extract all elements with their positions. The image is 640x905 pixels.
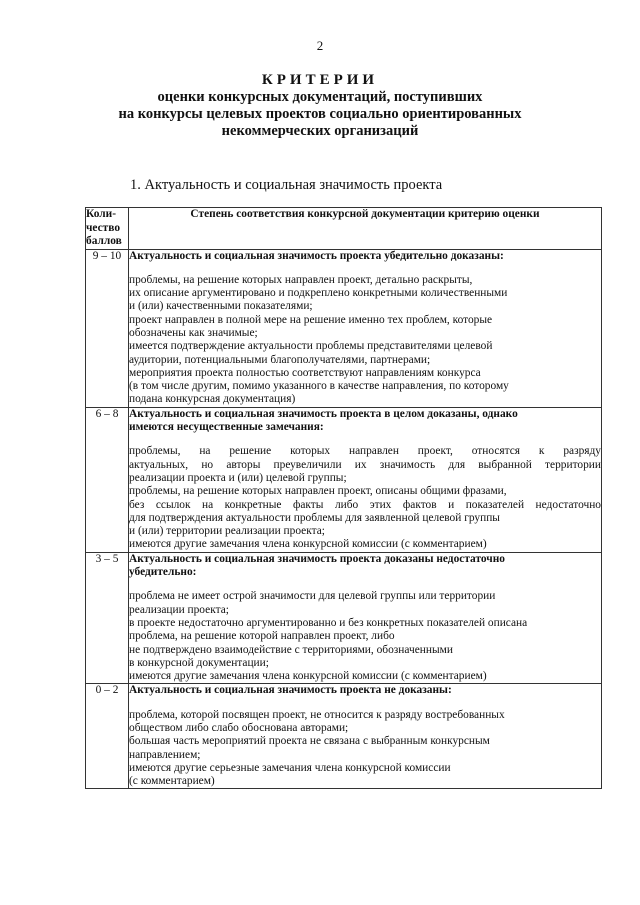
- condition-line: убедительно:: [129, 566, 197, 579]
- criterion-line: проблемы, на решение которых направлен проект, детально раскрыты,: [129, 273, 473, 286]
- header-score-line: баллов: [86, 235, 122, 247]
- condition-line: Актуальность и социальная значимость проекта не доказаны:: [129, 684, 452, 697]
- title-line-1: КРИТЕРИИ: [261, 72, 379, 88]
- criterion-line: проблема, на решение которой направлен проект, либо: [129, 630, 395, 643]
- spacer: [129, 434, 601, 445]
- page-number: 2: [316, 38, 324, 53]
- criterion-line: без ссылок на конкретные факты либо этих фактов и показателей недостаточно: [129, 498, 601, 511]
- header-score-line: Коли-: [86, 208, 116, 220]
- criterion-line: и (или) качественными показателями;: [129, 300, 313, 313]
- criterion-line: имеются другие замечания члена конкурсной комиссии (с комментарием): [129, 538, 487, 551]
- criterion-line: направлением;: [129, 748, 201, 761]
- description-cell: [129, 407, 602, 552]
- criterion-line: для подтверждения актуальности проблемы для заявленной целевой группы: [129, 511, 500, 524]
- criterion-line: большая часть мероприятий проекта не связана с выбранным конкурсным: [129, 735, 490, 748]
- header-description: Степень соответствия конкурсной документации критерию оценки: [129, 208, 602, 250]
- criterion-line: (с комментарием): [129, 775, 215, 788]
- description-cell: [129, 684, 602, 789]
- criterion-line: аудитории, потенциальными благополучателями, партнерами;: [129, 353, 431, 366]
- criterion-line: имеются другие серьезные замечания члена конкурсной комиссии: [129, 761, 451, 774]
- condition-line: Актуальность и социальная значимость проекта в целом доказаны, однако: [129, 407, 518, 420]
- criterion-line: проблемы, на решение которых направлен проект, описаны общими фразами,: [129, 485, 507, 498]
- description-cell: [129, 552, 602, 684]
- document-title: [40, 72, 600, 140]
- score-cell: 0 – 2: [86, 684, 129, 789]
- criterion-line: их описание аргументировано и подкреплено конкретными количественными: [129, 287, 508, 300]
- condition-line: Актуальность и социальная значимость проекта доказаны недостаточно: [129, 552, 505, 565]
- score-cell: 9 – 10: [86, 249, 129, 407]
- criterion-line: реализации проекта и (или) целевой группы;: [129, 471, 347, 484]
- title-line-4: некоммерческих организаций: [221, 123, 419, 139]
- criterion-line: имеется подтверждение актуальности проблемы представителями целевой: [129, 340, 493, 353]
- table-row: [86, 684, 602, 789]
- criterion-line: (в том числе другим, помимо указанного в качестве направления, по которому: [129, 380, 509, 393]
- table-row: [86, 407, 602, 552]
- section-heading: 1. Актуальность и социальная значимость проекта: [130, 177, 443, 193]
- criterion-line: имеются другие замечания члена конкурсной комиссии (с комментарием): [129, 670, 487, 683]
- criterion-line: проблема, которой посвящен проект, не относится к разряду востребованных: [129, 708, 505, 721]
- description-cell: [129, 249, 602, 407]
- criterion-line: подана конкурсная документация): [129, 393, 296, 406]
- criterion-line: и (или) территории реализации проекта;: [129, 525, 325, 538]
- criterion-line: актуальных, но авторы преувеличили их значимость для выбранной территории: [129, 458, 601, 471]
- criterion-line: проблема не имеет острой значимости для целевой группы или территории: [129, 590, 496, 603]
- condition-line: Актуальность и социальная значимость проекта убедительно доказаны:: [129, 249, 504, 262]
- spacer: [129, 263, 601, 274]
- header-score: [86, 208, 129, 250]
- condition-line: имеются несущественные замечания:: [129, 421, 324, 434]
- criteria-table: [85, 207, 602, 789]
- criterion-line: проект направлен в полной мере на решение именно тех проблем, которые: [129, 313, 493, 326]
- table-header-row: [86, 208, 602, 250]
- criterion-line: не подтверждено взаимодействие с территориями, обозначенными: [129, 643, 453, 656]
- criterion-line: обществом либо слабо обоснована авторами;: [129, 722, 349, 734]
- criterion-line: в проекте недостаточно аргументированно и без конкретных показателей описана: [129, 616, 528, 629]
- criterion-line: в конкурсной документации;: [129, 656, 269, 669]
- score-cell: 6 – 8: [86, 407, 129, 552]
- title-line-2: оценки конкурсных документаций, поступивших: [157, 89, 483, 105]
- score-cell: 3 – 5: [86, 552, 129, 684]
- criterion-line: мероприятия проекта полностью соответствуют направлениям конкурса: [129, 366, 481, 379]
- spacer: [129, 698, 601, 709]
- criterion-line: проблемы, на решение которых направлен проект, относятся к разряду: [129, 445, 601, 458]
- header-score-line: чество: [86, 221, 121, 234]
- criterion-line: обозначены как значимые;: [129, 326, 258, 339]
- criterion-line: реализации проекта;: [129, 603, 229, 616]
- table-row: [86, 249, 602, 407]
- title-line-3: на конкурсы целевых проектов социально ориентированных: [118, 106, 522, 122]
- spacer: [129, 579, 601, 590]
- table-row: [86, 552, 602, 684]
